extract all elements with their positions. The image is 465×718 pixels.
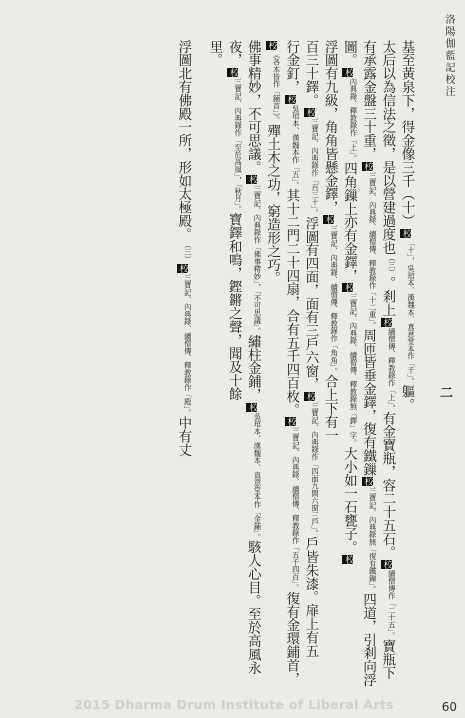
collation-mark: 校 [266,41,277,50]
main-text-run: 有金寶瓶，容二十五石。 [379,411,395,559]
main-text-run: 戶皆朱漆。扉上有五 [302,536,318,658]
main-text-run: 百三十鐸。 [302,40,318,107]
main-text-run: 周匝皆垂金鐸，復有鐵鏁 [360,328,376,476]
text-line [339,40,397,690]
annotation-note: 三寶記、內典錄作「四面九間六窗三戶」。 [310,401,320,537]
annotation-note: 三寶記、內典錄作「至於高風」，「秋月」。 [234,77,244,213]
collation-mark: 校 [177,263,188,273]
main-text-run: 中有丈 [175,416,191,457]
main-text-run: 四角鏁上亦有金鐸， [341,161,357,283]
annotation-note: 續僧傳作「二十五」。 [387,569,397,640]
text-line [174,40,193,690]
main-text [16,40,416,690]
main-text-run: 浮圖有四面，面有三戶六窗， [302,216,318,391]
main-text-run: 駭人心目。 [245,540,261,608]
collation-mark: 校 [285,417,296,427]
main-text-run: 。 [379,276,395,290]
annotation-note: 吳琯本、漢魏本作「五」。 [291,104,301,189]
annotation-note: 三寶記、內典錄、續僧傳、釋教錄作「殿」。 [183,273,193,417]
collation-mark: 校 [247,175,258,184]
running-title: 洛陽伽藍記校注 [443,14,454,98]
main-text-run: 基至黃泉下，得金像三千（十） [399,40,414,228]
collation-mark: 校 [381,559,392,569]
main-text-run: 佛事精妙，不可思議。 [245,40,261,174]
annotation-note: （三） [183,241,193,263]
main-text-run: 殫土木之功，窮造形之巧。 [264,124,280,285]
main-text-run: 浮圖有九級，角角皆懸金鐸， [322,40,338,215]
annotation-note: 三寶記、內典錄、續僧傳、釋教錄作「五千四百」。 [291,427,301,592]
annotation-note: 三寶記、內典錄、續僧傳、釋教錄無「鐸」字。 [349,293,359,447]
collation-mark: 校 [304,108,315,117]
annotation-note: 「十」，吳琯本、漢魏本、真意堂本作「千」。 [407,238,416,385]
main-text-run: 合上下有一 [322,374,338,442]
collation-mark: 校 [343,67,354,77]
collation-mark: 校 [362,161,373,171]
annotation-note: 《各本皆作「鋪首」》。 [272,51,282,124]
annotation-note: 吳琯本、漢魏本、真意堂本作「金鋪」。 [253,412,263,541]
collation-mark: 校 [324,215,335,225]
text-line [262,40,300,690]
main-text-run: 寶瓶下有承露金盤三十重， [360,40,395,680]
annotation-note: 三寶記、內典錄、續僧傳、釋教錄作「角角」。 [330,225,340,375]
main-text-run: 剎上 [379,289,395,317]
watermark: 2015 Dharma Drum Institute of Liberal Arts [74,697,394,712]
main-text-run: 行金釘， [283,40,299,94]
collation-mark: 校 [381,317,392,327]
text-line [224,40,262,690]
collation-mark: 校 [343,554,354,564]
collation-mark: 校 [343,283,354,293]
text-line [397,40,416,690]
main-text-run: 至於高風永夜， [226,40,261,675]
annotation-note: 續僧傳、釋教錄作「上」， [387,327,397,412]
main-text-run: 浮圖北有佛殿一所，形如太極殿。 [175,40,191,241]
collation-mark: 校 [401,228,411,238]
collation-mark: 校 [247,402,258,412]
annotation-note: 三寶記、內典錄無「復有鐵鏁」。 [368,486,378,593]
annotation-note: 內典錄、釋教錄作「上」。 [349,77,359,162]
main-text-run: 大小如一石甕子。 [341,446,357,554]
text-line [301,40,320,690]
text-line [205,40,224,690]
annotation-note: 三寶記、內典錄作「百三十」。 [310,118,320,217]
main-text-run: 太后以為信法之徵，是以營建過度也 [379,40,395,255]
main-text-run: 里。 [206,40,222,67]
main-text-run: 寶鐸和鳴，鏗鏘之聲，聞及十餘 [226,212,242,401]
page-number: 60 [441,700,457,714]
annotation-note: 三寶記、內典錄、續僧傳、釋教錄作「十二重」。 [368,171,378,329]
collation-mark: 校 [362,476,373,486]
main-text-run: 復有金環鋪首， [283,591,299,686]
text-line [320,40,339,690]
main-text-run: 四道，引剎向浮圖。 [341,40,376,687]
collation-mark: 校 [228,67,239,77]
collation-mark: 校 [304,391,315,401]
collation-mark: 校 [285,94,296,104]
main-text-run: 軀。 [399,384,414,412]
annotation-note: 三寶記、內典錄作「佛事精妙」，「不可思議」。 [253,185,263,335]
main-text-run: 其十二門二十四扇，合有五千四百枚。 [283,188,299,417]
annotation-note: （三） [387,254,397,277]
main-text-run: 繡柱金鋪， [245,334,261,402]
section-mark: 二 [439,386,453,401]
